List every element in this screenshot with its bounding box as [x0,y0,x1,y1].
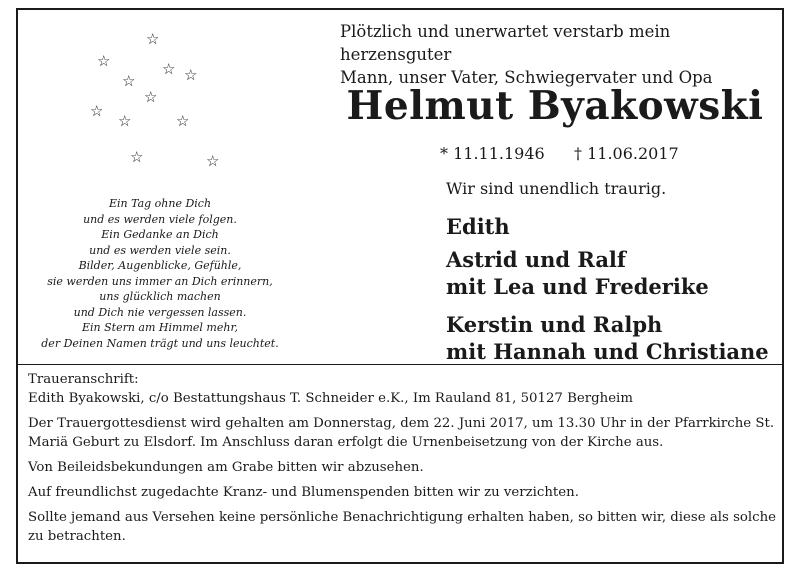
intro-line: Plötzlich und unerwartet verstarb mein herzensguter [340,22,671,64]
family-member: mit Hannah und Christiane [446,339,769,364]
poem-line: uns glücklich machen [99,290,221,303]
star-icon: ☆ [176,112,190,130]
star-icon: ☆ [122,72,136,90]
condolences-note: Von Beileidsbekundungen am Grabe bitten wir abzusehen. [28,460,424,475]
birth-date: * 11.11.1946 [440,144,545,163]
poem-line: und es werden viele sein. [89,243,231,257]
poem [22,196,298,351]
family-member: Astrid und Ralf [446,247,626,272]
mourning-line: Wir sind unendlich traurig. [446,179,667,198]
stars-decoration [80,28,240,178]
family-member: Edith [446,214,510,239]
intro-text [340,20,780,89]
poem-line: Ein Stern am Himmel mehr, [82,321,238,334]
poem-line: und Dich nie vergessen lassen. [73,305,247,319]
notice-details [28,370,778,552]
star-icon: ☆ [90,102,104,120]
star-icon: ☆ [130,148,144,166]
star-icon: ☆ [144,88,158,106]
poem-line: der Deinen Namen trägt und uns leuchtet. [41,336,279,350]
star-icon: ☆ [162,60,176,78]
service-info: Der Trauergottesdienst wird gehalten am Donnerstag, dem 22. Juni 2017, um 13.30 Uhr in der Pfarrkirche St. Mariä Geburt zu Elsdorf. Im Anschluss daran erfolgt die Urnenbeisetzung von der Kirche aus. [28,416,775,450]
death-date: † 11.06.2017 [574,144,679,163]
star-icon: ☆ [184,66,198,84]
family-member: Kerstin und Ralph [446,312,663,337]
star-icon: ☆ [118,112,132,130]
poem-line: sie werden uns immer an Dich erinnern, [47,274,273,288]
address: Edith Byakowski, c/o Bestattungshaus T. Schneider e.K., Im Rauland 81, 50127 Bergheim [28,391,633,406]
family-member: mit Lea und Frederike [446,274,709,299]
flowers-note: Auf freundlichst zugedachte Kranz- und Blumenspenden bitten wir zu verzichten. [28,485,579,500]
poem-line: Ein Gedanke an Dich [101,228,219,241]
star-icon: ☆ [146,30,160,48]
address-label: Traueranschrift: [28,372,139,387]
star-icon: ☆ [97,52,111,70]
star-icon: ☆ [206,152,220,170]
intro-line: Mann, unser Vater, Schwiegervater und Opa [340,68,713,87]
poem-line: Ein Tag ohne Dich [108,197,212,210]
notification-note: Sollte jemand aus Versehen keine persönliche Benachrichtigung erhalten haben, so bitten wir, diese als solche zu betrachten. [28,510,777,544]
poem-line: Bilder, Augenblicke, Gefühle, [78,259,242,272]
poem-line: und es werden viele folgen. [83,212,237,226]
deceased-name: Helmut Byakowski [346,83,764,129]
